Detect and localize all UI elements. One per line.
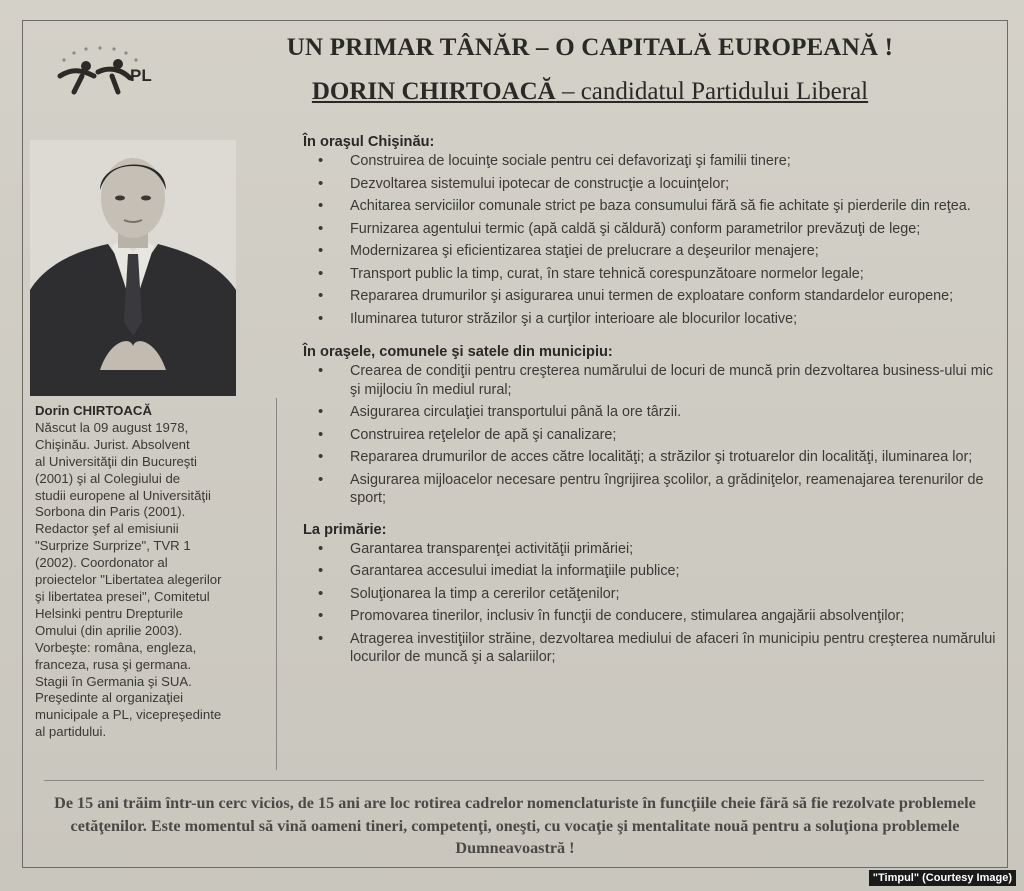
list-item: • Asigurarea circulaţiei transportului până la ore târzii.: [303, 403, 1003, 422]
list-item: • Atragerea investiţiilor străine, dezvoltarea mediului de afaceri în municipiu pentru creşterea numărului locurilor de muncă şi a salariilor;: [303, 630, 1003, 667]
footer-divider: [44, 780, 984, 781]
list-item: • Repararea drumurilor şi asigurarea unui termen de exploatare conform standardelor europene;: [303, 287, 1003, 306]
section-title: La primărie:: [303, 521, 387, 538]
list-item: • Garantarea accesului imediat la informaţiile publice;: [303, 562, 1003, 581]
candidate-name: DORIN CHIRTOACĂ: [311, 78, 556, 105]
pl-party-logo-icon: [52, 46, 172, 102]
list-item: • Achitarea serviciilor comunale strict pe baza consumului fără să fie achitate şi pierderile din reţea.: [303, 197, 1003, 216]
headline-candidate: [200, 78, 980, 106]
list-item: • Construirea reţelelor de apă şi canalizare;: [303, 426, 1003, 445]
list-item: • Transport public la timp, curat, în stare tehnică corespunzătoare normelor legale;: [303, 265, 1003, 284]
section-title: În oraşele, comunele şi satele din municipiu:: [303, 344, 613, 360]
section-localities: [303, 342, 1003, 508]
list-item: • Garantarea transparenţei activităţii primăriei;: [303, 540, 1003, 559]
image-credit: "Timpul" (Courtesy Image): [869, 870, 1016, 886]
program-sections: [303, 132, 1003, 679]
list-item: • Crearea de condiţii pentru creşterea numărului de locuri de muncă prin dezvoltarea business-ului mic şi mijlociu în mediul rural;: [303, 362, 1003, 399]
list-item: • Soluţionarea la timp a cererilor cetăţenilor;: [303, 585, 1003, 604]
list-item: • Furnizarea agentului termic (apă caldă şi căldură) conform parametrilor prevăzuţi de lege;: [303, 220, 1003, 239]
list-item: • Repararea drumurilor de acces către localităţi; a străzilor şi trotuarelor din localităţi, iluminarea lor;: [303, 448, 1003, 467]
headline-title: UN PRIMAR TÂNĂR – O CAPITALĂ EUROPEANĂ !: [286, 34, 894, 61]
candidate-bio: [35, 403, 275, 741]
column-divider: [276, 398, 277, 770]
list-item: • Modernizarea şi eficientizarea staţiei de prelucrare a deşeurilor menajere;: [303, 242, 1003, 261]
bio-text: Născut la 09 august 1978, Chişinău. Jurist. Absolvent al Universităţii din Bucureşti (2001) şi al Colegiului de studii europene al Universităţii Sorbona din Paris (2001). Redactor şef al emisiunii "Surprize Surprize", TVR 1 (2002). Coordonator al proiectelor "Libertatea alegerilor şi libertatea presei", Comitetul Helsinki pentru Drepturile Omului (din aprilie 2003). Vorbeşte: româna, engleza, franceza, rusa şi germana. Stagii în Germania şi SUA. Preşedinte al organizaţiei municipale a PL, vicepreşedinte al partidului.: [35, 419, 222, 740]
section-title: În oraşul Chişinău:: [303, 134, 435, 150]
list-item: • Construirea de locuinţe sociale pentru cei defavorizaţi şi familii tinere;: [303, 152, 1003, 171]
list-item: • Dezvoltarea sistemului ipotecar de construcţie a locuinţelor;: [303, 175, 1003, 194]
section-chisinau: [303, 132, 1003, 328]
list-item: • Promovarea tinerilor, inclusiv în funcţii de conducere, stimularea angajării absolvenţilor;: [303, 607, 1003, 626]
list-item: • Iluminarea tuturor străzilor şi a curţilor interioare ale blocurilor locative;: [303, 310, 1003, 329]
logo-text: PL: [130, 66, 152, 85]
list-item: • Asigurarea mijloacelor necesare pentru îngrijirea şcolilor, a grădiniţelor, reamenajarea terenurilor de sport;: [303, 471, 1003, 508]
section-city-hall: [303, 520, 1003, 667]
closing-statement: De 15 ani trăim într-un cerc vicios, de 15 ani are loc rotirea cadrelor nomenclaturiste în funcţiile cheie fără să fie rezolvate problemele cetăţenilor. Este momentul să vină oameni tineri, competenţi, oneşti, cu vocaţie şi mentalitate nouă pentru a soluţiona problemele Dumneavoastră !: [54, 794, 976, 857]
bio-name: Dorin CHIRTOACĂ: [35, 403, 152, 418]
candidate-portrait-photo: [30, 140, 236, 396]
candidate-party: – candidatul Partidului Liberal: [555, 78, 869, 105]
